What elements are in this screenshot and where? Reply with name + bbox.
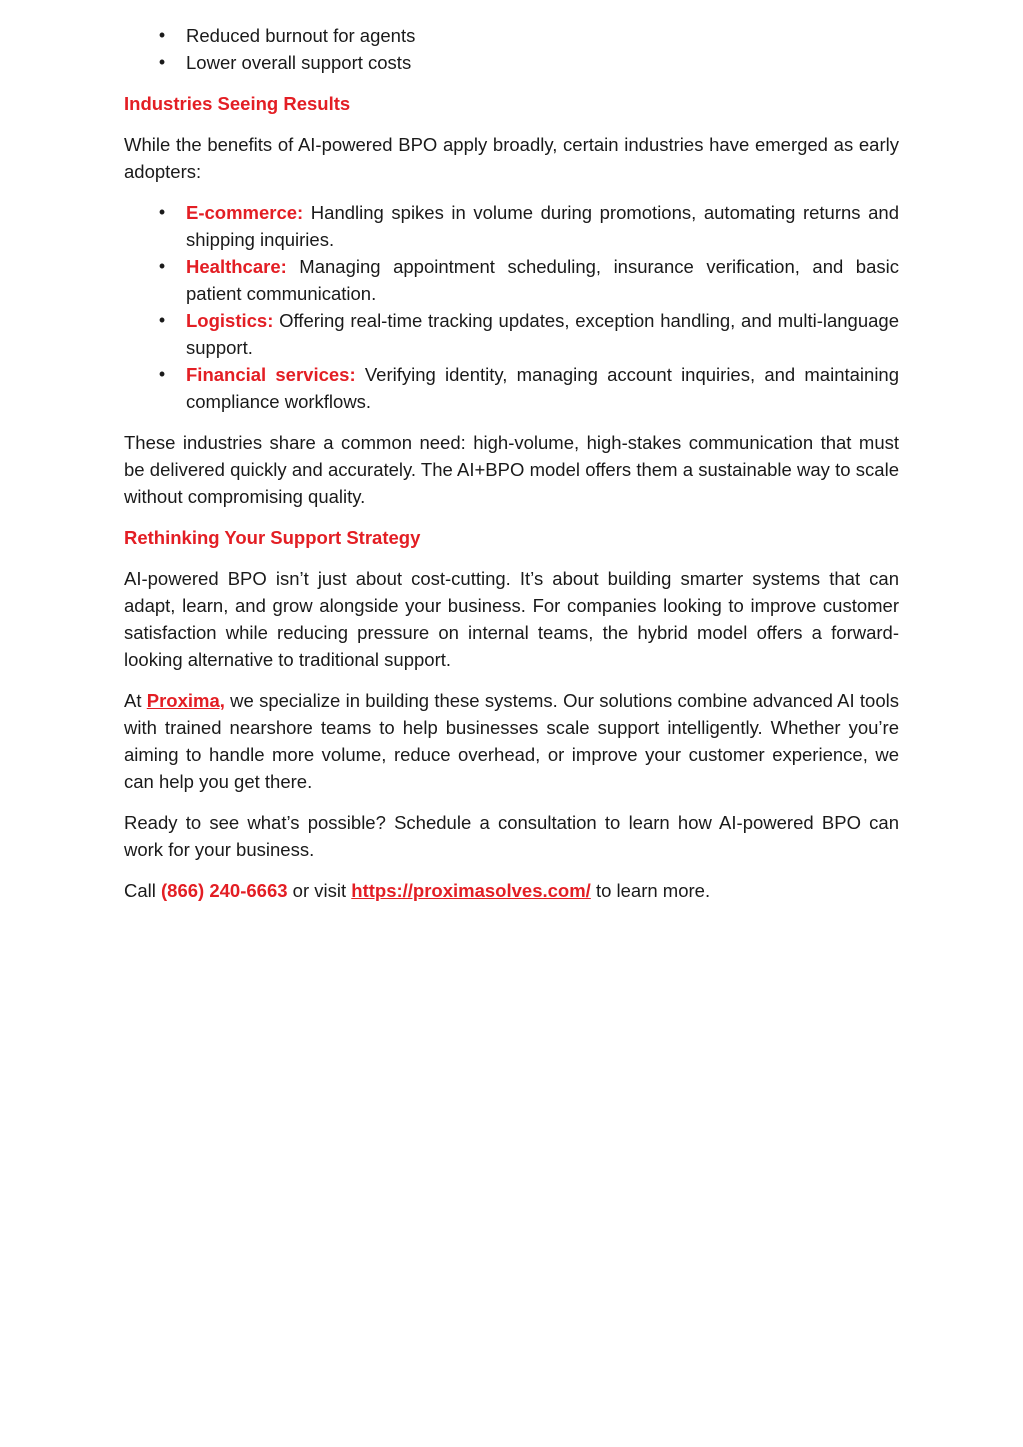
list-item-text: Lower overall support costs xyxy=(186,52,412,73)
paragraph-text: we specialize in building these systems. Our solutions combine advanced AI tools with trained nearshore teams to help businesses scale support intelligently. Whether you’re aiming to handle more volume, reduce overhead, or improve your customer experience, we can help you get there. xyxy=(124,690,899,792)
industry-description: Offering real-time tracking updates, exception handling, and multi-language support. xyxy=(186,310,899,358)
paragraph-prefix: At xyxy=(124,690,147,711)
list-item xyxy=(124,253,899,307)
cta-suffix: to learn more. xyxy=(590,880,711,901)
bullet-icon: • xyxy=(158,364,166,384)
industry-term: Logistics: xyxy=(186,310,274,331)
list-item xyxy=(124,361,899,415)
bullet-icon: • xyxy=(158,256,166,276)
industries-closing: These industries share a common need: high-volume, high-stakes communication that must be delivered quickly and accurately. The AI+BPO model offers them a sustainable way to scale without compromising quality. xyxy=(124,432,899,507)
phone-number: (866) 240-6663 xyxy=(161,880,288,901)
document-page xyxy=(124,22,899,918)
cta-prefix: Call xyxy=(124,880,162,901)
section-heading-industries: Industries Seeing Results xyxy=(124,93,351,114)
list-item-text: Reduced burnout for agents xyxy=(186,25,416,46)
industry-term: Financial services: xyxy=(186,364,356,385)
industry-description: Managing appointment scheduling, insurance verification, and basic patient communication. xyxy=(186,256,899,304)
bullet-icon: • xyxy=(158,202,166,222)
list-item xyxy=(124,22,899,49)
call-to-action xyxy=(124,877,899,904)
list-item xyxy=(124,307,899,361)
proxima-link[interactable]: Proxima, xyxy=(146,690,225,711)
industries-list xyxy=(124,199,899,415)
section-heading-strategy: Rethinking Your Support Strategy xyxy=(124,527,421,548)
industry-term: Healthcare: xyxy=(186,256,287,277)
industries-intro: While the benefits of AI-powered BPO apply broadly, certain industries have emerged as early adopters: xyxy=(124,134,899,182)
cta-middle: or visit xyxy=(287,880,352,901)
consultation-paragraph: Ready to see what’s possible? Schedule a consultation to learn how AI-powered BPO can work for your business. xyxy=(124,812,899,860)
bullet-icon: • xyxy=(158,25,166,45)
list-item xyxy=(124,199,899,253)
industry-term: E-commerce: xyxy=(186,202,304,223)
bullet-icon: • xyxy=(158,310,166,330)
bullet-icon: • xyxy=(158,52,166,72)
proxima-paragraph xyxy=(124,687,899,795)
benefits-list xyxy=(124,22,899,76)
strategy-paragraph: AI-powered BPO isn’t just about cost-cutting. It’s about building smarter systems that can adapt, learn, and grow alongside your business. For companies looking to improve customer satisfaction while reducing pressure on internal teams, the hybrid model offers a forward-looking alternative to traditional support. xyxy=(124,568,899,670)
website-link[interactable]: https://proximasolves.com/ xyxy=(351,880,591,901)
industry-description: Handling spikes in volume during promotions, automating returns and shipping inquiries. xyxy=(186,202,899,250)
list-item xyxy=(124,49,899,76)
industry-description: Verifying identity, managing account inquiries, and maintaining compliance workflows. xyxy=(186,364,900,412)
